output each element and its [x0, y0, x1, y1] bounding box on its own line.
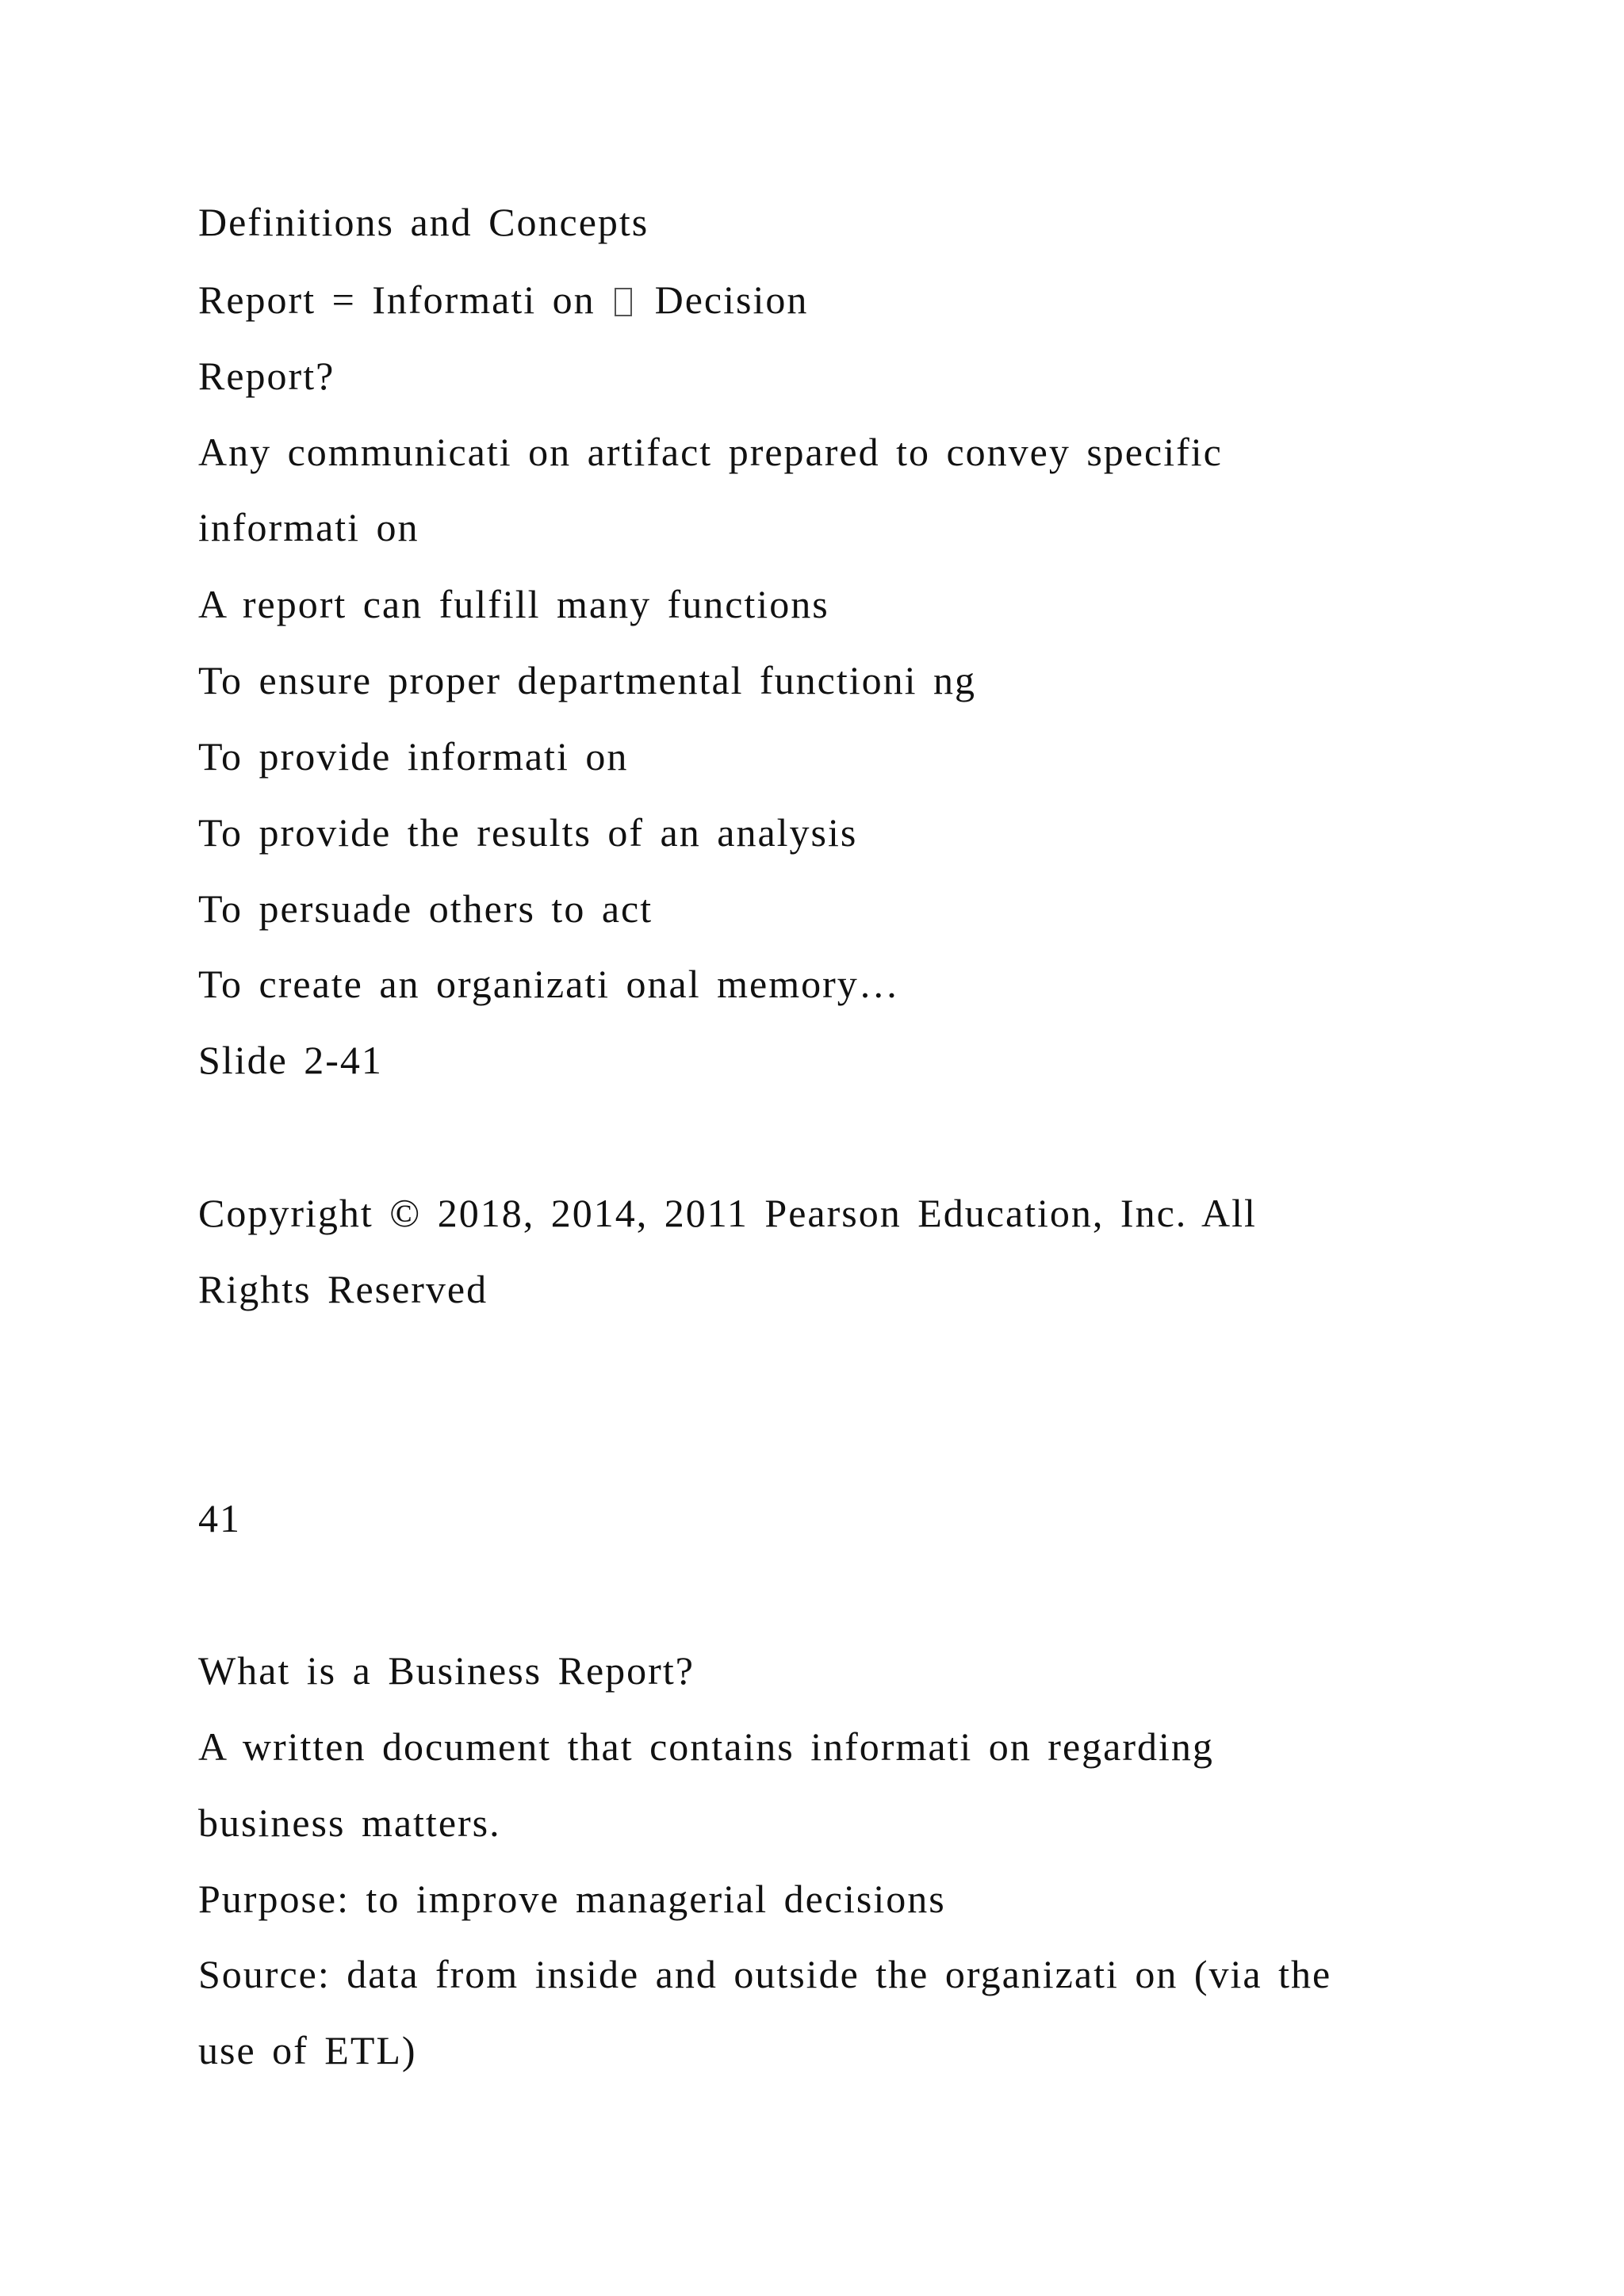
copyright-line: Copyright © 2018, 2014, 2011 Pearson Education, Inc. All: [198, 1191, 1257, 1235]
text-line: To provide the results of an analysis: [198, 810, 858, 855]
section-heading: Definitions and Concepts: [198, 200, 649, 244]
text-line: Any communicati on artifact prepared to convey specific: [198, 430, 1223, 474]
section-heading: What is a Business Report?: [198, 1648, 695, 1693]
formula-line: [198, 277, 809, 322]
text-line: Purpose: to improve managerial decisions: [198, 1877, 946, 1921]
text-line: To persuade others to act: [198, 886, 653, 931]
copyright-line: Rights Reserved: [198, 1267, 488, 1311]
text-line: Source: data from inside and outside the organizati on (via the: [198, 1952, 1332, 1996]
text-line: A written document that contains informati on regarding: [198, 1724, 1214, 1769]
slide-label: Slide 2-41: [198, 1038, 383, 1082]
text-line: To provide informati on: [198, 734, 629, 779]
text-line: Report?: [198, 354, 335, 398]
text-line: use of ETL): [198, 2028, 417, 2072]
text-line: To create an organizati onal memory…: [198, 962, 900, 1006]
missing-glyph-arrow-icon: [615, 288, 632, 316]
text-line: business matters.: [198, 1800, 501, 1845]
formula-right: Decision: [654, 277, 809, 322]
formula-left: Report = Informati on: [198, 277, 596, 322]
text-line: informati on: [198, 505, 419, 549]
text-line: To ensure proper departmental functioni ng: [198, 658, 977, 702]
text-line: A report can fulfill many functions: [198, 582, 829, 626]
page-number: 41: [198, 1496, 241, 1540]
